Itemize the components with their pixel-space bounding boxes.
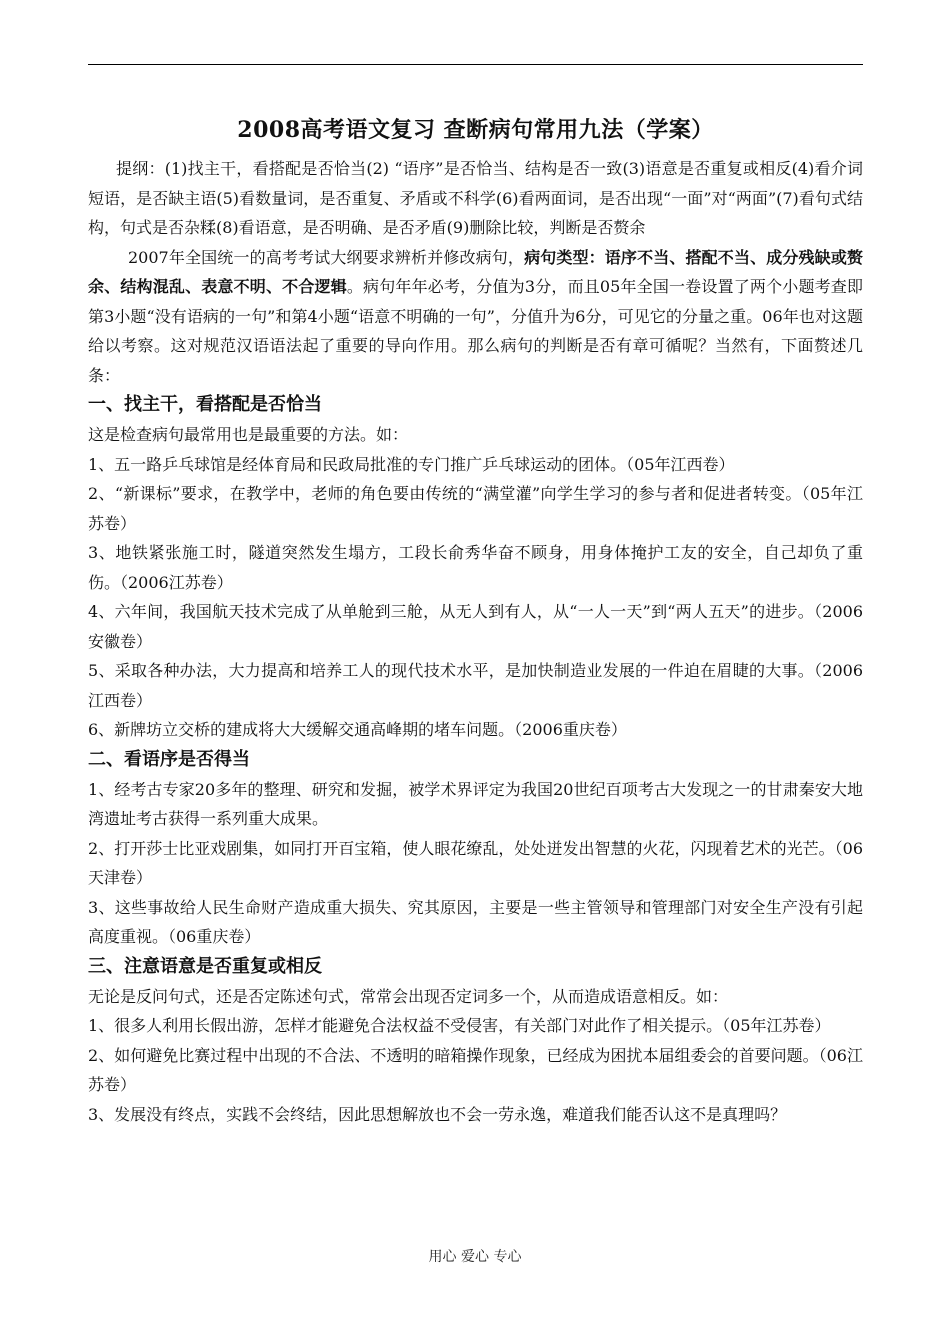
section-2: [88, 745, 863, 952]
example-item: 1、五一路乒乓球馆是经体育局和民政局批准的专门推广乒乓球运动的团体。（05年江西卷）: [88, 454, 735, 474]
example-item: 3、这些事故给人民生命财产造成重大损失、究其原因，主要是一些主管领导和管理部门对安全生产没有引起高度重视。（06重庆卷）: [88, 897, 863, 946]
section-intro: 无论是反问句式，还是否定陈述句式，常常会出现否定词多一个，从而造成语意相反。如：: [88, 986, 729, 1006]
intro-lead: 2007年全国统一的高考考试大纲要求辨析并修改病句，: [128, 247, 525, 267]
intro-paragraph: [88, 243, 863, 391]
outline-paragraph: 提纲：(1)找主干，看搭配是否恰当(2) “语序”是否恰当、结构是否一致(3)语意是否重复或相反(4)看介词短语，是否缺主语(5)看数量词，是否重复、矛盾或不科学(6)看两面词，是否出现“一面”对“两面”(7)看句式结构，句式是否杂糅(8)看语意，是否明确、是否矛盾(9)删除比较，判断是否赘余: [88, 159, 863, 237]
page-footer: 用心 爱心 专心: [428, 1249, 522, 1265]
intro-tail: 。病句年年必考，分值为3分，而且05年全国一卷设置了两个小题考查即第3小题“没有语病的一句”和第4小题“语意不明确的一句”，分值升为6分，可见它的分量之重。06年也对这题给以考察。这对规范汉语语法起了重要的导向作用。那么病句的判断是否有章可循呢？当然有，下面赘述几条：: [88, 277, 863, 385]
section-heading: 三、注意语意是否重复或相反: [88, 955, 322, 977]
example-item: 2、打开莎士比亚戏剧集，如同打开百宝箱，使人眼花缭乱，处处迸发出智慧的火花，闪现着艺术的光芒。（06天津卷）: [88, 838, 863, 887]
section-heading: 二、看语序是否得当: [88, 748, 250, 770]
document-body: [88, 112, 863, 1129]
example-item: 3、发展没有终点，实践不会终结，因此思想解放也不会一劳永逸，难道我们能否认这不是真理吗？: [88, 1104, 787, 1124]
example-item: 1、经考古专家20多年的整理、研究和发掘，被学术界评定为我国20世纪百项考古大发现之一的甘肃秦安大地湾遗址考古获得一系列重大成果。: [88, 779, 863, 828]
page-title: 2008高考语文复习 查断病句常用九法（学案）: [237, 117, 714, 143]
section-heading: 一、找主干，看搭配是否恰当: [88, 394, 322, 415]
section-intro: 这是检查病句最常用也是最重要的方法。如：: [88, 425, 409, 444]
example-item: 2、如何避免比赛过程中出现的不合法、不透明的暗箱操作现象，已经成为困扰本届组委会的首要问题。（06江苏卷）: [88, 1045, 863, 1094]
section-3: [88, 952, 863, 1130]
header-rule: [88, 64, 863, 65]
section-1: [88, 390, 863, 745]
example-item: 1、很多人利用长假出游，怎样才能避免合法权益不受侵害，有关部门对此作了相关提示。（05年江苏卷）: [88, 1016, 831, 1035]
example-item: 4、六年间，我国航天技术完成了从单舱到三舱，从无人到有人，从“一人一天”到“两人五天”的进步。（2006安徽卷）: [88, 602, 863, 651]
example-item: 5、采取各种办法，大力提高和培养工人的现代技术水平，是加快制造业发展的一件迫在眉睫的大事。（2006江西卷）: [88, 661, 863, 710]
example-item: 6、新牌坊立交桥的建成将大大缓解交通高峰期的堵车问题。（2006重庆卷）: [88, 720, 627, 739]
example-item: 3、地铁紧张施工时，隧道突然发生塌方，工段长俞秀华奋不顾身，用身体掩护工友的安全，自己却负了重伤。（2006江苏卷）: [88, 543, 863, 592]
intro-bold-types: 病句类型：语序不当、搭配不当、成分残缺或赘余、结构混乱、表意不明、不合逻辑: [88, 247, 863, 296]
example-item: 2、“新课标”要求，在教学中，老师的角色要由传统的“满堂灌”向学生学习的参与者和促进者转变。（05年江苏卷）: [88, 484, 863, 533]
